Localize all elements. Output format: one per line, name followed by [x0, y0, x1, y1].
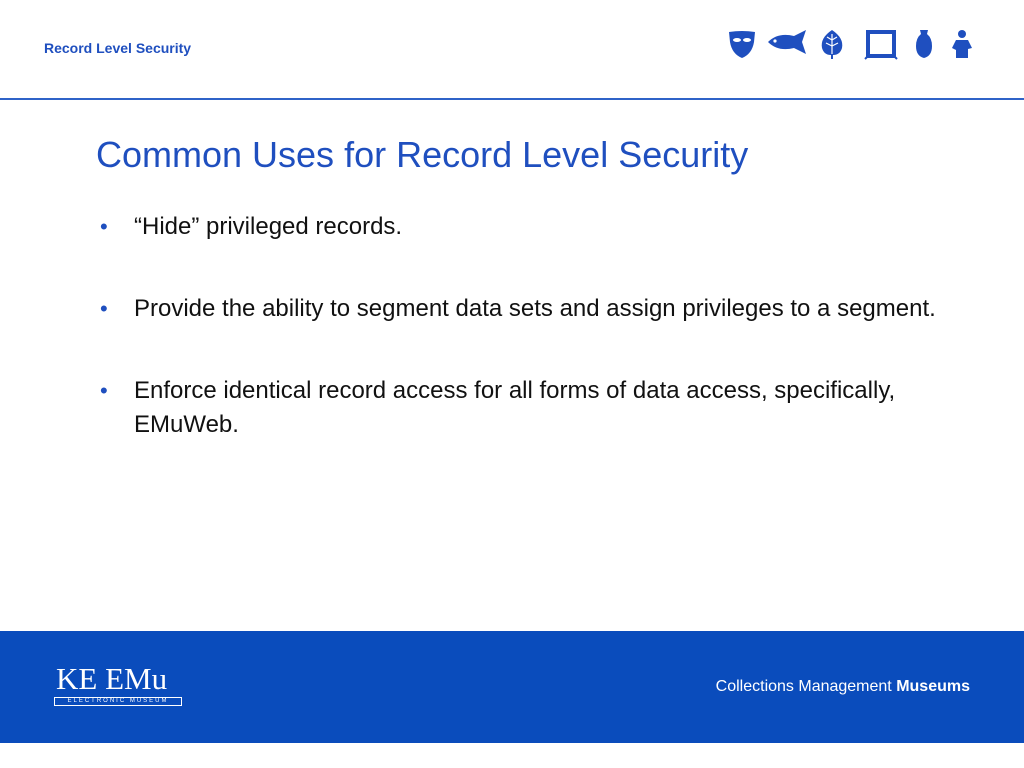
leaf-icon: [822, 30, 843, 59]
bullet-text: Enforce identical record access for all forms of data access, specifically, EMuWeb.: [134, 377, 896, 438]
slide-title: Common Uses for Record Level Security: [96, 134, 749, 175]
logo-subtext: ELECTRONIC MUSEUM: [67, 698, 169, 704]
mask-icon: [729, 31, 755, 58]
ke-emu-logo: [54, 661, 184, 709]
bullet-marker: •: [100, 296, 108, 321]
header-icon-strip: [726, 28, 976, 60]
bullet-list: [96, 210, 956, 442]
figure-icon: [952, 30, 972, 58]
logo-wordmark: KE EMu: [56, 661, 168, 696]
bullet-marker: •: [100, 378, 108, 403]
header-label: Record Level Security: [44, 40, 192, 56]
bullet-item: [96, 374, 956, 442]
bullet-text: Provide the ability to segment data sets and assign privileges to a segment.: [134, 295, 936, 322]
bullet-marker: •: [100, 214, 108, 239]
header-divider: [0, 98, 1024, 100]
footer-band: [0, 631, 1024, 743]
tagline-bold: Museums: [896, 678, 970, 695]
vase-icon: [916, 30, 932, 58]
bullet-text: “Hide” privileged records.: [134, 213, 403, 240]
footer-tagline: [716, 678, 970, 696]
frame-icon: [865, 32, 897, 59]
fish-icon: [768, 30, 806, 54]
bullet-item: [96, 210, 956, 244]
bullet-item: [96, 292, 956, 326]
tagline-prefix: Collections Management: [715, 678, 897, 695]
